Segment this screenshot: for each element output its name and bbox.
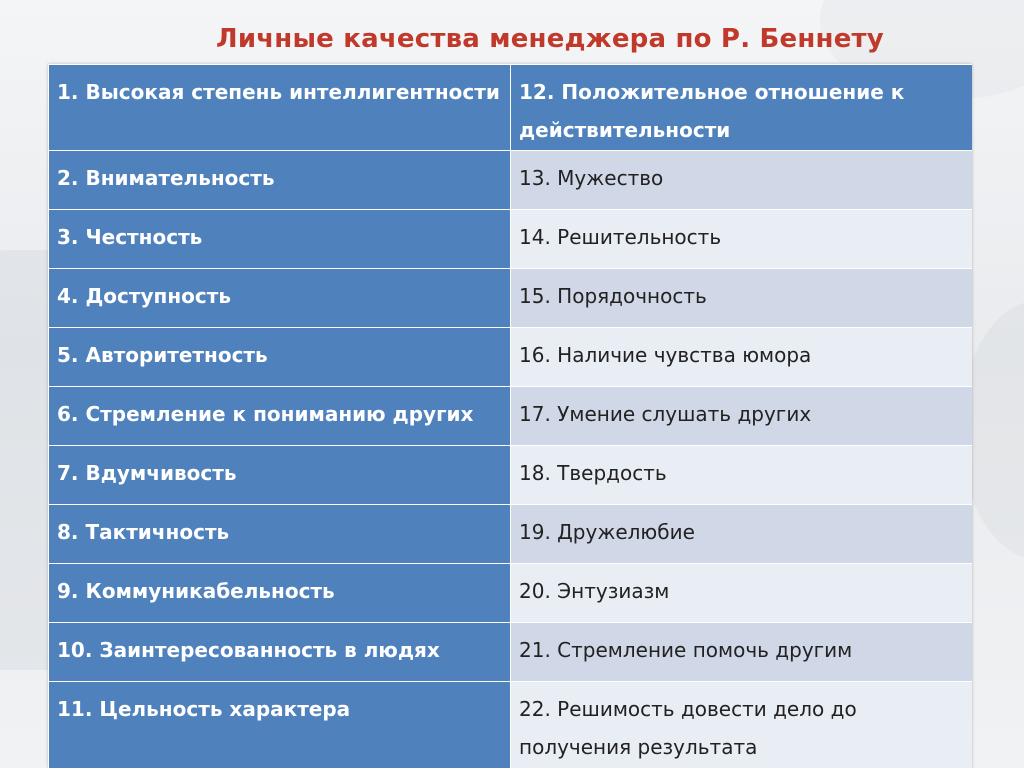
table-row — [49, 682, 973, 768]
table-row — [49, 387, 973, 446]
table-cell-left: 5. Авторитетность — [49, 328, 511, 387]
table-cell-left: 4. Доступность — [49, 269, 511, 328]
table-cell-right: 22. Решимость довести дело до получения результата — [511, 682, 973, 768]
table-cell-right: 19. Дружелюбие — [511, 505, 973, 564]
table-cell-right: 17. Умение слушать других — [511, 387, 973, 446]
table-cell-right: 13. Мужество — [511, 151, 973, 210]
table-cell-left: 1. Высокая степень интеллигентности — [49, 65, 511, 151]
table-cell-right: 15. Порядочность — [511, 269, 973, 328]
table-cell-left: 9. Коммуникабельность — [49, 564, 511, 623]
table-cell-left: 11. Цельность характера — [49, 682, 511, 768]
table-cell-left: 10. Заинтересованность в людях — [49, 623, 511, 682]
qualities-table — [48, 64, 972, 768]
table-row — [49, 446, 973, 505]
table-cell-right: 12. Положительное отношение к действительности — [511, 65, 973, 151]
table-cell-right: 18. Твердость — [511, 446, 973, 505]
table-cell-right: 21. Стремление помочь другим — [511, 623, 973, 682]
table-cell-left: 6. Стремление к пониманию других — [49, 387, 511, 446]
table-cell-right: 16. Наличие чувства юмора — [511, 328, 973, 387]
table-row — [49, 65, 973, 151]
table-cell-left: 7. Вдумчивость — [49, 446, 511, 505]
table-row — [49, 269, 973, 328]
table-row — [49, 623, 973, 682]
table-row — [49, 151, 973, 210]
table-cell-left: 8. Тактичность — [49, 505, 511, 564]
table-row — [49, 564, 973, 623]
table-cell-left: 2. Внимательность — [49, 151, 511, 210]
table-row — [49, 210, 973, 269]
page-title: Личные качества менеджера по Р. Беннету — [216, 24, 884, 54]
table-cell-right: 14. Решительность — [511, 210, 973, 269]
table-row — [49, 328, 973, 387]
table-cell-right: 20. Энтузиазм — [511, 564, 973, 623]
table-row — [49, 505, 973, 564]
table-cell-left: 3. Честность — [49, 210, 511, 269]
